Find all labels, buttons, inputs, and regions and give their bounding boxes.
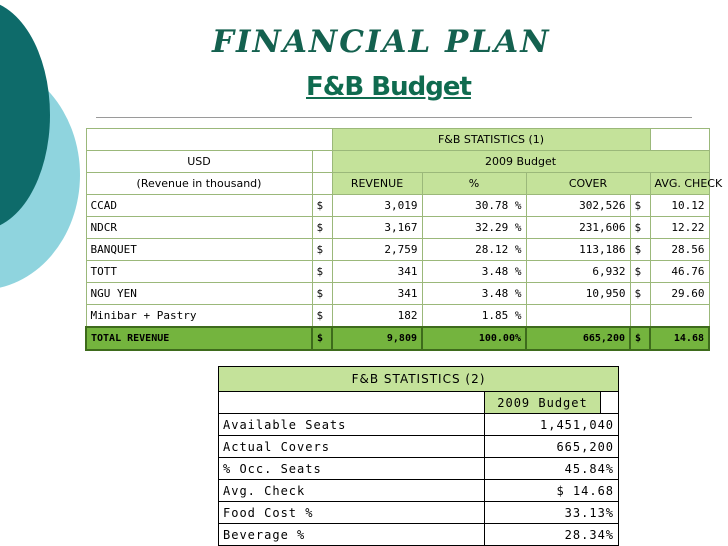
avg-check-value: 29.60 [650, 283, 709, 305]
currency-symbol: $ [630, 239, 650, 261]
row-name: BANQUET [86, 239, 312, 261]
row-name: CCAD [86, 195, 312, 217]
percent-value: 30.78 % [422, 195, 526, 217]
currency-symbol [630, 305, 650, 328]
budget-year-header: 2009 Budget [485, 392, 601, 414]
revenue-value: 341 [332, 261, 422, 283]
table-row [86, 195, 709, 217]
metric-value: 1,451,040 [485, 414, 619, 436]
total-revenue-row [86, 327, 709, 350]
percent-value: 32.29 % [422, 217, 526, 239]
fb-statistics-table-1 [85, 128, 723, 351]
total-avg-check-value: 14.68 [650, 327, 709, 350]
currency-symbol: $ [312, 327, 332, 350]
table-row [86, 305, 709, 328]
column-header-revenue: REVENUE [332, 173, 422, 195]
revenue-value: 341 [332, 283, 422, 305]
currency-symbol: $ [312, 239, 332, 261]
table1-caption-spacer-right [650, 129, 709, 151]
metric-value: 28.34% [485, 524, 619, 546]
table-row [86, 283, 709, 305]
total-percent-value: 100.00% [422, 327, 526, 350]
title-divider [96, 117, 692, 118]
table1-caption-spacer [86, 129, 332, 151]
cover-value: 302,526 [526, 195, 630, 217]
table-row [86, 217, 709, 239]
currency-symbol: $ [312, 305, 332, 328]
currency-symbol: $ [630, 261, 650, 283]
currency-symbol: $ [312, 261, 332, 283]
metric-value: 45.84% [485, 458, 619, 480]
avg-check-value [650, 305, 709, 328]
table-row [219, 524, 619, 546]
currency-symbol: $ [312, 217, 332, 239]
table-row [219, 436, 619, 458]
revenue-value: 2,759 [332, 239, 422, 261]
table-row [219, 414, 619, 436]
metric-label: Avg. Check [219, 480, 485, 502]
page-subtitle: F&B Budget [306, 72, 471, 102]
row-name: NGU YEN [86, 283, 312, 305]
percent-value: 1.85 % [422, 305, 526, 328]
currency-symbol: $ [312, 195, 332, 217]
avg-check-value: 10.12 [650, 195, 709, 217]
cover-value: 231,606 [526, 217, 630, 239]
table-row [86, 239, 709, 261]
currency-symbol: $ [630, 195, 650, 217]
column-header-percent: % [422, 173, 526, 195]
table2-caption: F&B STATISTICS (2) [219, 367, 619, 392]
revenue-value: 3,019 [332, 195, 422, 217]
metric-label: Available Seats [219, 414, 485, 436]
cover-value: 113,186 [526, 239, 630, 261]
row-name: Minibar + Pastry [86, 305, 312, 328]
metric-value: $ 14.68 [485, 480, 619, 502]
table-row [86, 261, 709, 283]
total-cover-value: 665,200 [526, 327, 630, 350]
table-row [219, 502, 619, 524]
metric-label: Beverage % [219, 524, 485, 546]
currency-symbol: $ [630, 283, 650, 305]
page-title: FINANCIAL PLAN [212, 24, 551, 60]
cover-value [526, 305, 630, 328]
metric-value: 33.13% [485, 502, 619, 524]
cover-value: 6,932 [526, 261, 630, 283]
metric-label: % Occ. Seats [219, 458, 485, 480]
revenue-value: 182 [332, 305, 422, 328]
avg-check-value: 12.22 [650, 217, 709, 239]
column-header-avg-check: AVG. CHECK [650, 173, 709, 195]
currency-symbol: $ [312, 283, 332, 305]
percent-value: 28.12 % [422, 239, 526, 261]
table-row [219, 458, 619, 480]
cover-value: 10,950 [526, 283, 630, 305]
currency-symbol: $ [630, 217, 650, 239]
currency-label: USD [86, 151, 312, 173]
table1-caption: F&B STATISTICS (1) [332, 129, 650, 151]
avg-check-value: 46.76 [650, 261, 709, 283]
metric-value: 665,200 [485, 436, 619, 458]
currency-symbol: $ [630, 327, 650, 350]
avg-check-value: 28.56 [650, 239, 709, 261]
percent-value: 3.48 % [422, 283, 526, 305]
row-name: NDCR [86, 217, 312, 239]
metric-label: Food Cost % [219, 502, 485, 524]
column-header-cover: COVER [526, 173, 650, 195]
revenue-unit-label: (Revenue in thousand) [86, 173, 312, 195]
total-label: TOTAL REVENUE [86, 327, 312, 350]
row-name: TOTT [86, 261, 312, 283]
budget-year-header: 2009 Budget [332, 151, 709, 173]
percent-value: 3.48 % [422, 261, 526, 283]
revenue-value: 3,167 [332, 217, 422, 239]
fb-statistics-table-2 [218, 366, 619, 546]
metric-label: Actual Covers [219, 436, 485, 458]
total-revenue-value: 9,809 [332, 327, 422, 350]
table-row [219, 480, 619, 502]
